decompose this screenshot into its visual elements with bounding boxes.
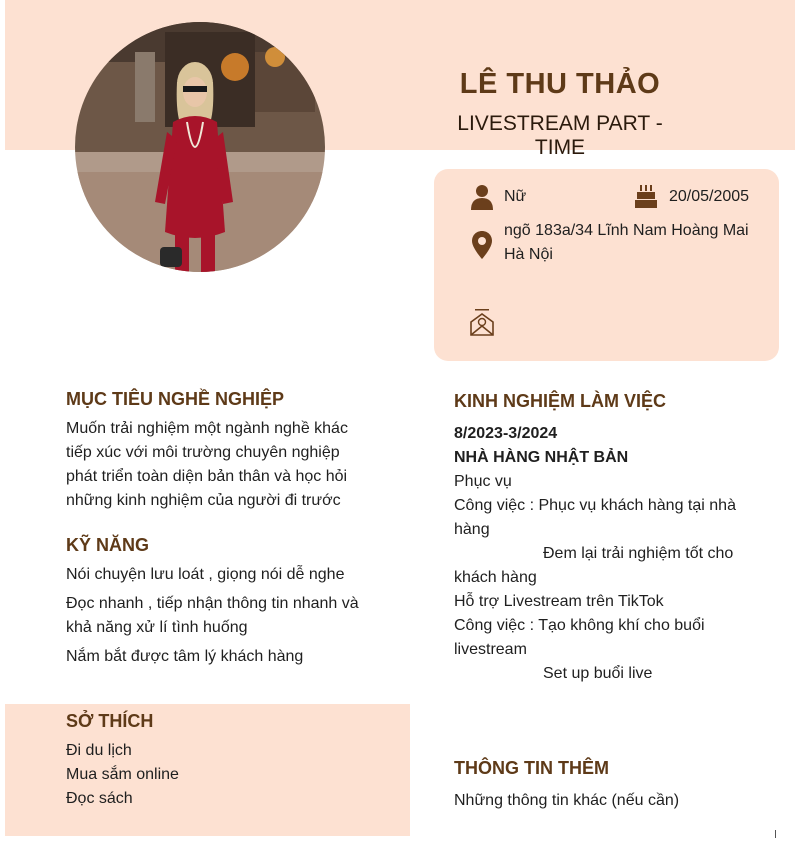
birthday-cake-icon [635,184,657,213]
experience-task: Công việc : Tạo không khí cho buổi [454,617,705,634]
experience-subtask: Set up buổi live [543,665,653,682]
email-icon [470,312,494,341]
objective-line-3: phát triển toàn diện bản thân và học hỏi [66,468,348,485]
hobby-item: Đọc sách [66,790,133,807]
experience-heading: KINH NGHIỆM LÀM VIỆC [454,391,667,411]
objective-line-2: tiếp xúc với môi trường chuyên nghiệp [66,444,340,461]
skill-item: Nắm bắt được tâm lý khách hàng [66,648,304,665]
user-icon [470,184,494,215]
location-pin-icon [472,231,492,264]
birthday-value: 20/05/2005 [669,188,750,205]
skill-item-cont: khả năng xử lí tình huống [66,619,248,636]
experience-position: Phục vụ [454,473,512,490]
experience-company: NHÀ HÀNG NHẬT BẢN [454,449,629,466]
additional-heading: THÔNG TIN THÊM [454,758,609,778]
skill-item: Đọc nhanh , tiếp nhận thông tin nhanh và [66,595,359,612]
hobby-item: Đi du lịch [66,742,132,759]
skill-item: Nói chuyện lưu loát , giọng nói dễ nghe [66,566,345,583]
personal-info-box [434,169,779,361]
profile-photo [75,22,325,272]
hobbies-heading: SỞ THÍCH [66,711,154,731]
experience-period: 8/2023-3/2024 [454,425,558,442]
candidate-role: LIVESTREAM PART - TIME [457,112,663,159]
experience-task: Công việc : Phục vụ khách hàng tại nhà [454,497,736,514]
address-line2: Hà Nội [504,246,553,263]
experience-task-cont: livestream [454,641,527,658]
additional-text[interactable]: Những thông tin khác (nếu cần) [454,792,680,809]
objective-line-4: những kinh nghiệm của người đi trước [66,492,341,509]
experience-subtask: Đem lại trải nghiệm tốt cho [543,545,734,562]
experience-subtask-cont: khách hàng [454,569,537,586]
objective-heading: MỤC TIÊU NGHỀ NGHIỆP [66,389,285,409]
candidate-name: LÊ THU THẢO [459,68,661,100]
gender-value: Nữ [504,188,527,205]
skills-heading: KỸ NĂNG [66,535,150,555]
hobby-item: Mua sắm online [66,766,179,783]
experience-role: Hỗ trợ Livestream trên TikTok [454,593,664,610]
address-line1: ngõ 183a/34 Lĩnh Nam Hoàng Mai [504,222,749,239]
text-cursor [775,830,776,838]
objective-line-1: Muốn trải nghiệm một ngành nghề khác [66,420,348,437]
experience-task-cont: hàng [454,521,490,538]
